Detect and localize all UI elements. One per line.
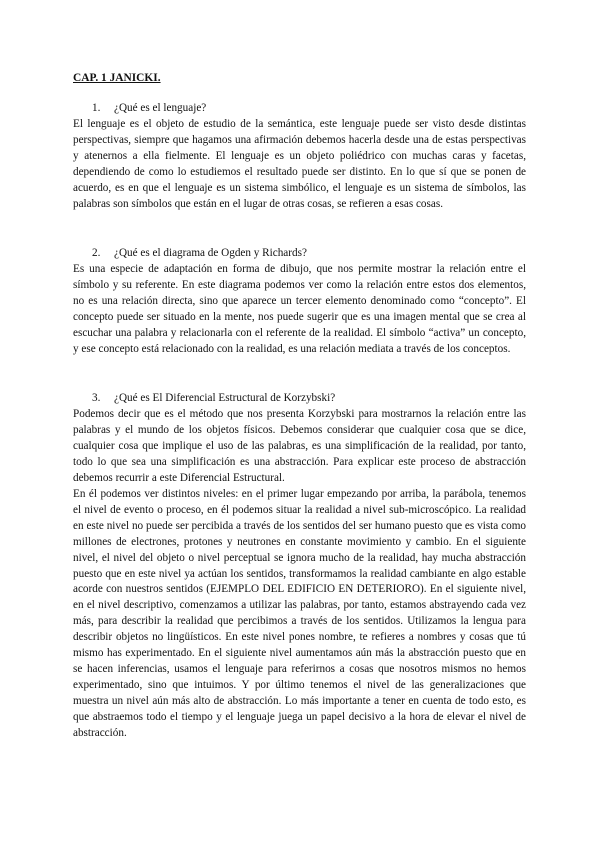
- section-2-number: 2.: [92, 247, 101, 259]
- section-2-paragraph: Es una especie de adaptación en forma de dibujo, que nos permite mostrar la relación entre el símbolo y su referente. En este diagrama podemos ver como la relación entre estos dos elementos, no es una relación directa, sino que aparece un tercer elemento denominado como “concepto”. El concepto puede ser situado en la mente, nos puede sugerir que es una imagen mental que se crea al escuchar una palabra y relacionarla con el referente de la realidad. El símbolo “activa” un concepto, y ese concepto está relacionado con la realidad, es una relación mediata a través de los conceptos.: [73, 263, 526, 355]
- section-3-paragraph-2: En él podemos ver distintos niveles: en el primer lugar empezando por arriba, la parábola, tenemos el nivel de evento o proceso, en él podemos situar la realidad a nivel sub-microscópico. La realidad en este nivel no puede ser percibida a través de los sentidos del ser humano puesto que es vista como millones de electrones, protones y neutrones en constante movimiento y cambio. En el siguiente nivel, el nivel del objeto o nivel perceptual se ignora mucho de la realidad, hay mucha abstracción puesto que en este nivel ya actúan los sentidos, transformamos la realidad cambiante en algo estable acorde con nuestros sentidos (EJEMPLO DEL EDIFICIO EN DETERIORO). En el siguiente nivel, en el nivel descriptivo, comenzamos a utilizar las palabras, por tanto, estamos abstrayendo cada vez más, para describir la realidad que percibimos a través de los sentidos. Utilizamos la lengua para describir objetos no lingüísticos. En este nivel pones nombre, te refieres a nombres y cosas que tú mismo has experimentado. En el siguiente nivel aumentamos aún más la abstracción puesto que en se hacen inferencias, usamos el lenguaje para referirnos a cosas que nosotros mismos no hemos experimentado, sino que intuimos. Y por último tenemos el nivel de las generalizaciones que muestra un nivel aún más alto de abstracción. Lo más importante a tener en cuenta de todo esto, es que abstraemos todo el tiempo y el lenguaje juega un papel decisivo a la hora de elevar el nivel de abstracción.: [73, 488, 526, 739]
- section-3-heading: [92, 391, 335, 407]
- section-3-paragraph-1: Podemos decir que es el método que nos presenta Korzybski para mostrarnos la relación entre las palabras y el mundo de los objetos físicos. Debemos considerar que cualquier cosa que se dice, cualquier cosa que implique el uso de las palabras, es una simplificación de la realidad, por tanto, todo lo que sea una simplificación es una abstracción. Para explicar este proceso de abstracción debemos recurrir a este Diferencial Estructural.: [73, 408, 526, 484]
- section-1-question: ¿Qué es el lenguaje?: [114, 102, 207, 114]
- section-2-heading: [92, 246, 307, 262]
- section-2-question: ¿Qué es el diagrama de Ogden y Richards?: [114, 247, 307, 259]
- section-3-question: ¿Qué es El Diferencial Estructural de Korzybski?: [114, 392, 336, 404]
- section-3-number: 3.: [92, 392, 101, 404]
- document-title: CAP. 1 JANICKI.: [73, 72, 161, 84]
- section-1-paragraph: El lenguaje es el objeto de estudio de la semántica, este lenguaje puede ser visto desde distintas perspectivas, siempre que hagamos una afirmación debemos hacerla desde una de estas perspectivas y atenernos a ella fielmente. El lenguaje es un objeto poliédrico con muchas caras y facetas, dependiendo de como lo estudiemos el resultado puede ser distinto. En lo que sí que se ponen de acuerdo, es en que el lenguaje es un sistema simbólico, el lenguaje es un sistema de símbolos, las palabras son símbolos que están en el lugar de otras cosas, se refieren a esas cosas.: [73, 118, 526, 210]
- section-1-number: 1.: [92, 102, 101, 114]
- section-1-heading: [92, 101, 206, 117]
